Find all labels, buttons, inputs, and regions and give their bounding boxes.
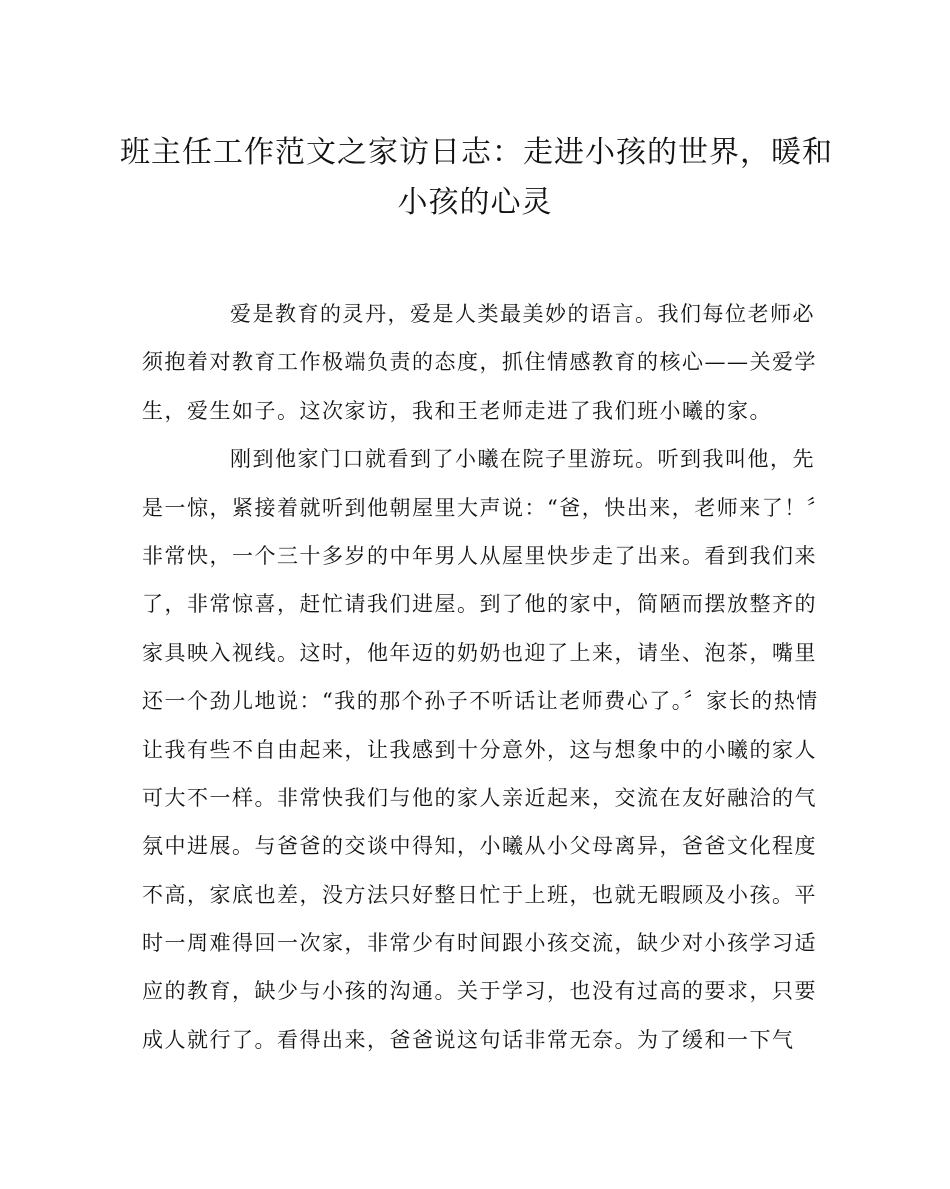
text-line: 家具映入视线。这时，他年迈的奶奶也迎了上来，请坐、泡茶，嘴里 [142,640,817,665]
text-line: 非常快，一个三十多岁的中年男人从屋里快步走了出来。看到我们来 [142,543,817,568]
text-line: 刚到他家门口就看到了小曦在院子里游玩。听到我叫他，先 [230,447,815,472]
text-line: 让我有些不自由起来，让我感到十分意外，这与想象中的小曦的家人 [142,737,817,762]
text-line: 氛中进展。与爸爸的交谈中得知，小曦从小父母离异，爸爸文化程度 [142,834,817,859]
title-line: 小孩的心灵 [397,185,553,220]
text-line: 是一惊，紧接着就听到他朝屋里大声说：“爸，快出来，老师来了！〞 [142,495,830,520]
document-body [142,290,830,1064]
text-line: 不高，家底也差，没方法只好整日忙于上班，也就无暇顾及小孩。平 [142,882,817,907]
text-line: 爱是教育的灵丹，爱是人类最美妙的语言。我们每位老师必 [230,302,815,326]
text-line: 成人就行了。看得出来，爸爸说这句话非常无奈。为了缓和一下气 [142,1027,795,1052]
text-line: 还一个劲儿地说：“我的那个孙子不听话让老师费心了。〞家长的热情 [142,689,819,714]
paragraph-2 [142,435,830,1064]
text-line: 生，爱生如子。这次家访，我和王老师走进了我们班小曦的家。 [142,398,772,423]
title-line: 班主任工作范文之家访日志：走进小孩的世界，暖和 [120,135,833,170]
text-line: 了，非常惊喜，赶忙请我们进屋。到了他的家中，简陋而摆放整齐的 [142,592,817,617]
text-line: 时一周难得回一次家，非常少有时间跟小孩交流，缺少对小孩学习适 [142,931,817,956]
text-line: 应的教育，缺少与小孩的沟通。关于学习，也没有过高的要求，只要 [142,979,817,1004]
paragraph-1 [142,290,822,435]
page-title [120,128,833,228]
text-line: 可大不一样。非常快我们与他的家人亲近起来，交流在友好融洽的气 [142,785,817,810]
text-line: 须抱着对教育工作极端负责的态度，抓住情感教育的核心——关爱学 [142,350,817,375]
